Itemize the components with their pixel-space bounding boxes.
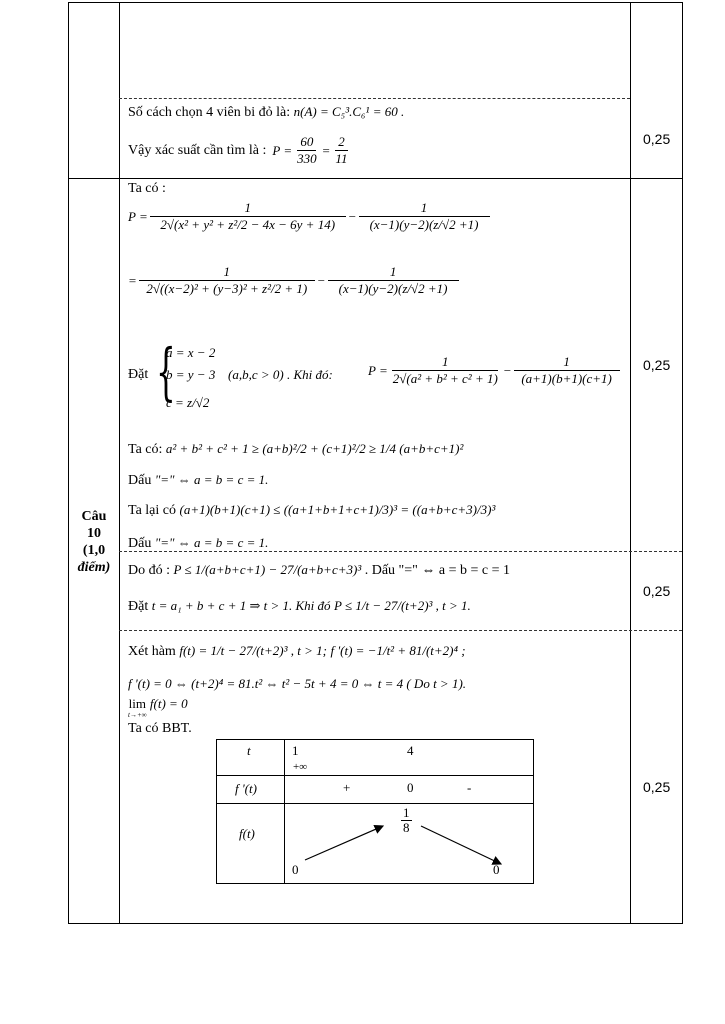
part2-line2-p: P ≤ 1/t − 27/(t+2)³ , t > 1. <box>334 598 471 613</box>
part3-limit <box>128 696 188 719</box>
score-column-divider <box>630 2 631 924</box>
row-divider-top-blank <box>119 98 630 99</box>
score-prev: 0,25 <box>643 131 671 147</box>
p-new-frac-2 <box>514 354 620 387</box>
prev-frac1-num: 60 <box>297 134 316 151</box>
score-part2: 0,25 <box>643 583 671 599</box>
equality-2-line <box>128 535 268 552</box>
inequality-2-line <box>128 502 495 519</box>
p-rewrite-frac1-den: 2√((x−2)² + (y−3)² + z²/2 + 1) <box>146 281 308 296</box>
prev-line1-text: Số cách chọn 4 viên bi đỏ là: <box>128 105 291 120</box>
table-top-border <box>68 2 682 3</box>
row-divider-question <box>68 178 682 179</box>
equality-2-text: Dấu <box>128 536 152 551</box>
p-new-frac1-num: 1 <box>392 354 498 371</box>
question-label-line1: Câu <box>81 509 107 524</box>
p-new-minus: − <box>502 362 512 378</box>
prev-line2-text: Vậy xác suất cần tìm là : <box>128 142 267 158</box>
p-frac1-num: 1 <box>150 200 346 217</box>
system-eq-c: c = z/√2 <box>166 395 210 410</box>
part2-line1-text: Do đó : <box>128 563 170 578</box>
system-condition: (a,b,c > 0) . Khi đó: <box>228 367 333 382</box>
p-new-frac2-num: 1 <box>514 354 620 371</box>
label-column-divider <box>119 2 120 924</box>
p-rewrite-frac-2 <box>328 264 459 297</box>
equality-1-text: Dấu <box>128 473 152 488</box>
prev-frac1-den: 330 <box>297 151 317 166</box>
part3-line2: f '(t) = 0 ⇔ (t+2)⁴ = 81.t² ⇔ t² − 5t + 4 = 0 ⇔ t = 4 ( Do t > 1). <box>128 676 467 691</box>
bbt-fp-val-minus: - <box>467 780 472 795</box>
p-rewrite-minus: − <box>316 272 326 288</box>
prev-fraction-2 <box>332 134 350 167</box>
p-new-frac-1 <box>390 354 501 387</box>
p-frac2-num: 1 <box>359 200 490 217</box>
p-rewrite-frac2-num: 1 <box>328 264 459 281</box>
system-brace: { <box>156 335 176 408</box>
bbt-fp-val-plus: + <box>343 780 351 795</box>
inequality-2-text: Ta lại có <box>128 503 176 518</box>
decreasing-arrow <box>421 826 501 864</box>
part2-line2 <box>128 598 471 615</box>
p-rewrite-frac1-num: 1 <box>139 264 315 281</box>
p-minus: − <box>347 208 357 224</box>
inequality-1-line <box>128 441 463 458</box>
part2-line1-formula: P ≤ 1/(a+b+c+1) − 27/(a+b+c+3)³ <box>173 562 362 577</box>
variation-table <box>216 739 534 884</box>
part3-line1 <box>128 643 466 660</box>
bbt-t-val-1: 1 <box>292 743 299 758</box>
prev-line1-formula: n(A) = C₅³.C₆¹ = 60 . <box>293 104 405 119</box>
p-new-frac1-den: 2√(a² + b² + c² + 1) <box>392 371 498 386</box>
limit-subscript: t→+∞ <box>128 711 147 719</box>
limit-word: lim <box>128 696 146 711</box>
system-eq-a: a = x − 2 <box>166 345 216 360</box>
part1-intro: Ta có : <box>128 181 166 196</box>
question-label-line2: 10 <box>87 526 101 541</box>
part2-line1 <box>128 562 510 579</box>
p-rewrite-frac2-den: (x−1)(y−2)(z/√2 +1) <box>338 281 448 296</box>
equality-2: "=" ⇔ a = b = c = 1. <box>154 535 269 550</box>
bbt-intro: Ta có BBT. <box>128 721 192 736</box>
p-frac2-den: (x−1)(y−2)(z/√2 +1) <box>369 217 479 232</box>
inequality-1-text: Ta có: <box>128 442 163 457</box>
p-new-def <box>368 354 622 387</box>
limit-rest: f(t) = 0 <box>149 696 188 711</box>
score-part1: 0,25 <box>643 357 671 373</box>
part3-fp-def: f '(t) = −1/t² + 81/(t+2)⁴ ; <box>330 643 466 658</box>
p-frac-1 <box>150 200 346 233</box>
score-part3: 0,25 <box>643 779 671 795</box>
prev-eq: = <box>321 142 331 158</box>
part3-f-def: f(t) = 1/t − 27/(t+2)³ , t > 1; <box>179 643 327 658</box>
equality-1-line <box>128 472 268 489</box>
increasing-arrow <box>305 826 383 860</box>
question-label-line4: điểm) <box>77 560 111 575</box>
bbt-header-fp: f '(t) <box>235 781 257 796</box>
p-frac1-den: 2√(x² + y² + z²/2 − 4x − 6y + 14) <box>160 217 336 232</box>
variation-arrows <box>217 740 533 883</box>
system-eq-b: b = y − 3 <box>166 367 216 382</box>
part2-line2-text: Đặt <box>128 599 149 614</box>
inequality-2: (a+1)(b+1)(c+1) ≤ ((a+1+b+1+c+1)/3)³ = ((a+b+c+3)/3)³ <box>179 502 496 517</box>
part2-line1-dau: . Dấu "=" ⇔ a = b = c = 1 <box>364 563 510 578</box>
part3-line1-text: Xét hàm <box>128 644 176 659</box>
prev-line1 <box>128 104 404 121</box>
equality-1: "=" ⇔ a = b = c = 1. <box>154 472 269 487</box>
bbt-f-right: 0 <box>493 862 500 877</box>
row-divider-part2 <box>119 630 682 631</box>
p-frac-2 <box>359 200 490 233</box>
bbt-header-t: t <box>247 743 251 758</box>
p-def-line <box>128 200 492 233</box>
bbt-fp-val-zero: 0 <box>407 780 414 795</box>
dat-label: Đặt <box>128 367 149 382</box>
table-right-border <box>682 2 683 924</box>
inequality-1: a² + b² + c² + 1 ≥ (a+b)²/2 + (c+1)²/2 ≥ 1/4 (a+b+c+1)² <box>165 441 464 456</box>
bbt-t-val-3: +∞ <box>293 761 308 773</box>
table-bottom-border <box>68 923 682 924</box>
p-new-lhs: P = <box>368 362 388 378</box>
prev-line2-lhs: P = <box>272 142 293 158</box>
prev-frac2-den: 11 <box>335 151 348 166</box>
p-rewrite-eq: = <box>128 272 137 288</box>
question-label-line3: (1,0 <box>82 543 106 558</box>
prev-fraction-1 <box>294 134 320 167</box>
prev-line2 <box>128 134 352 167</box>
bbt-f-max-num: 1 <box>403 805 410 820</box>
bbt-f-left: 0 <box>292 862 299 877</box>
bbt-f-max-den: 8 <box>403 820 410 835</box>
bbt-t-val-2: 4 <box>407 743 414 758</box>
p-new-frac2-den: (a+1)(b+1)(c+1) <box>521 371 612 386</box>
bbt-header-f: f(t) <box>239 826 255 841</box>
p-lhs: P = <box>128 208 148 224</box>
p-rewrite-line <box>128 264 461 297</box>
prev-frac2-num: 2 <box>335 134 348 151</box>
table-left-border <box>68 2 69 924</box>
part2-line2-formula: t = a₁ + b + c + 1 ⇒ t > 1. Khi đó <box>151 598 331 613</box>
question-label <box>69 508 119 576</box>
p-rewrite-frac-1 <box>139 264 315 297</box>
